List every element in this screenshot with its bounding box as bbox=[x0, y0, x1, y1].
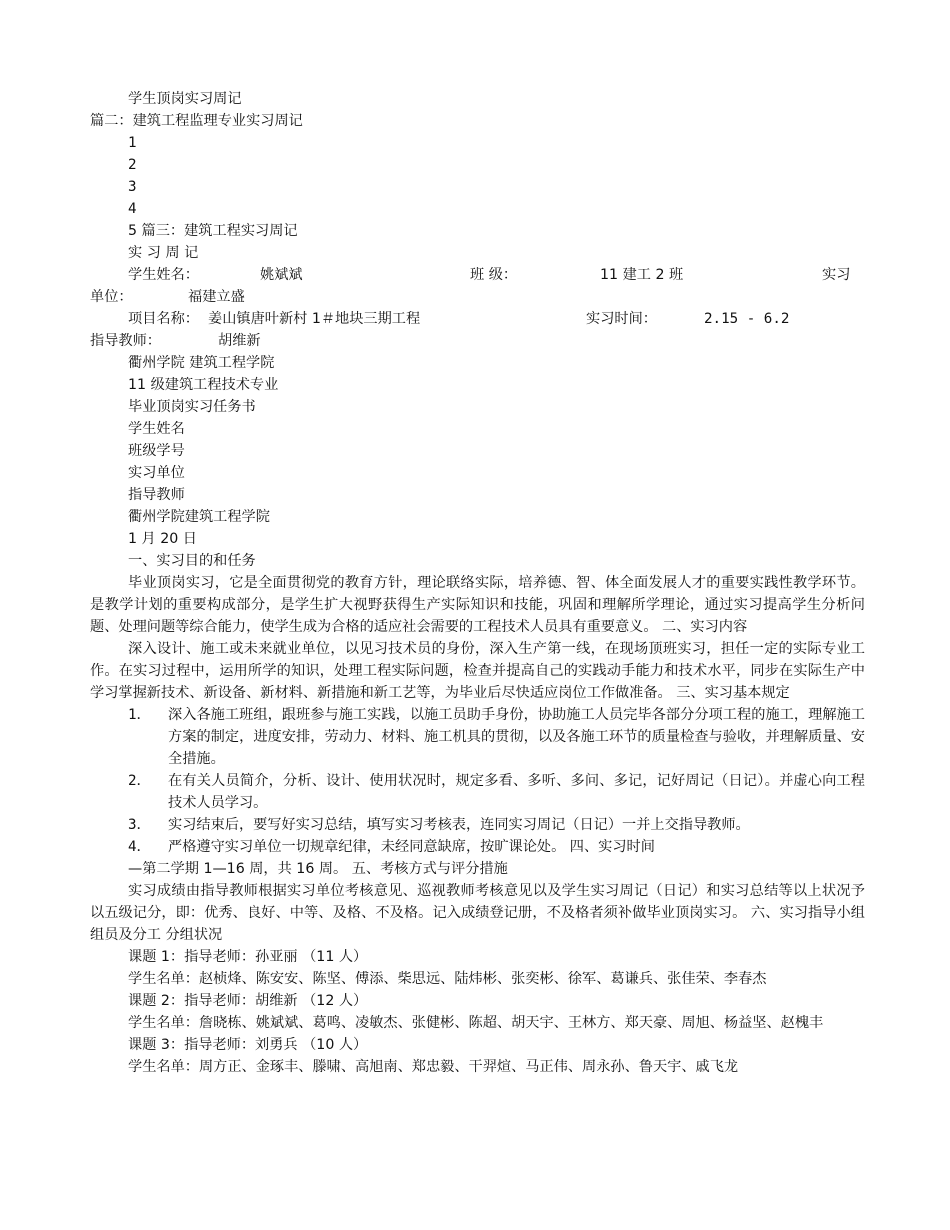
section-heading-2: 篇二：建筑工程监理专业实习周记 bbox=[90, 113, 303, 129]
list-item bbox=[90, 704, 865, 770]
group-1-title: 课题 1：指导老师：孙亚丽 （11 人） bbox=[128, 949, 368, 965]
teacher-label: 指导教师： bbox=[90, 333, 161, 349]
list-text: 在有关人员简介，分析、设计、使用状况时，规定多看、多听、多问、多记，记好周记（日记）。并虚心向工程技术人员学习。 bbox=[168, 773, 865, 811]
group-2-students: 学生名单：詹晓栋、姚斌斌、葛鸣、凌敏杰、张健彬、陈超、胡天宇、王林方、郑天豪、周旭、杨益坚、赵槐丰 bbox=[128, 1015, 824, 1031]
field-student-name: 学生姓名 bbox=[128, 421, 185, 437]
number-line: 3 bbox=[128, 179, 137, 195]
list-item bbox=[90, 770, 865, 814]
class-label: 班 级： bbox=[470, 267, 518, 283]
project-label: 项目名称： bbox=[128, 311, 199, 327]
unit-label-end: 单位： bbox=[90, 289, 133, 305]
time-label: 实习时间： bbox=[586, 311, 657, 327]
date-line: 1 月 20 日 bbox=[128, 531, 197, 547]
college-line: 衢州学院 建筑工程学院 bbox=[128, 355, 275, 371]
field-class-id: 班级学号 bbox=[128, 443, 185, 459]
list-item bbox=[90, 814, 865, 836]
field-teacher: 指导教师 bbox=[128, 487, 185, 503]
number-line: 2 bbox=[128, 157, 137, 173]
student-info-row bbox=[90, 264, 865, 286]
heading-purpose: 一、实习目的和任务 bbox=[128, 553, 256, 569]
time-value: 2.15 - 6.2 bbox=[704, 311, 790, 327]
group-1-students: 学生名单：赵桢烽、陈安安、陈坚、傅添、柴思远、陆炜彬、张奕彬、徐军、葛谦兵、张佳荣、李春杰 bbox=[128, 971, 767, 987]
teacher-value: 胡维新 bbox=[218, 333, 261, 349]
group-2-title: 课题 2：指导老师：胡维新 （12 人） bbox=[128, 993, 368, 1009]
list-item bbox=[90, 836, 865, 858]
assessment-paragraph: 实习成绩由指导教师根据实习单位考核意见、巡视教师考核意见以及学生实习周记（日记）和实习总结等以上状况予以五级记分，即：优秀、良好、中等、及格、不及格。记入成绩登记册，不及格者须补做毕业顶岗实习。 六、实习指导小组组员及分工 分组状况 bbox=[90, 883, 865, 943]
project-value: 姜山镇唐叶新村 1＃地块三期工程 bbox=[208, 311, 421, 327]
number-line: 4 bbox=[128, 201, 137, 217]
doc-title-line: 学生顶岗实习周记 bbox=[128, 91, 242, 107]
list-number: 3． bbox=[128, 817, 151, 833]
class-value: 11 建工 2 班 bbox=[600, 267, 684, 283]
college-name-line: 衢州学院建筑工程学院 bbox=[128, 509, 270, 525]
list-text: 深入各施工班组，跟班参与施工实践，以施工员助手身份，协助施工人员完毕各部分分项工程的施工，理解施工方案的制定，进度安排，劳动力、材料、施工机具的贯彻，以及各施工环节的质量检查与验收，并理解质量、安全措施。 bbox=[168, 707, 865, 767]
list-number: 4． bbox=[128, 839, 151, 855]
field-unit: 实习单位 bbox=[128, 465, 185, 481]
purpose-paragraph: 毕业顶岗实习，它是全面贯彻党的教育方针，理论联络实际，培养德、智、体全面发展人才的重要实践性教学环节。是教学计划的重要构成部分，是学生扩大视野获得生产实际知识和技能，巩固和理解所学理论，通过实习提高学生分析问题、处理问题等综合能力，使学生成为合格的适应社会需要的工程技术人员具有重要意义。 二、实习内容 bbox=[90, 575, 865, 635]
group-3-title: 课题 3：指导老师：刘勇兵 （10 人） bbox=[128, 1037, 368, 1053]
weekly-journal-title: 实 习 周 记 bbox=[128, 245, 199, 261]
list-text: 实习结束后，要写好实习总结，填写实习考核表，连同实习周记（日记）一并上交指导教师。 bbox=[168, 817, 750, 833]
taskbook-title: 毕业顶岗实习任务书 bbox=[128, 399, 256, 415]
unit-value: 福建立盛 bbox=[188, 289, 245, 305]
project-row bbox=[90, 308, 865, 330]
student-name-label: 学生姓名： bbox=[128, 267, 199, 283]
number-line: 1 bbox=[128, 135, 137, 151]
section-heading-3: 5 篇三：建筑工程实习周记 bbox=[128, 223, 298, 239]
list-text: 严格遵守实习单位一切规章纪律，未经同意缺席，按旷课论处。 四、实习时间 bbox=[168, 839, 655, 855]
document-page bbox=[90, 88, 865, 1078]
unit-row bbox=[90, 286, 865, 308]
unit-label-start: 实习 bbox=[822, 267, 851, 283]
major-line: 11 级建筑工程技术专业 bbox=[128, 377, 279, 393]
list-number: 2． bbox=[128, 773, 151, 789]
student-name-value: 姚斌斌 bbox=[260, 267, 303, 283]
list-number: 1． bbox=[128, 707, 151, 723]
time-schedule-line: —第二学期 1—16 周，共 16 周。 五、考核方式与评分措施 bbox=[128, 861, 508, 877]
teacher-row bbox=[90, 330, 865, 352]
group-3-students: 学生名单：周方正、金琢丰、滕啸、高旭南、郑忠毅、干羿煊、马正伟、周永孙、鲁天宇、戚飞龙 bbox=[128, 1059, 739, 1075]
content-paragraph: 深入设计、施工或未来就业单位，以见习技术员的身份，深入生产第一线，在现场顶班实习，担任一定的实际专业工作。在实习过程中，运用所学的知识，处理工程实际问题，检查并提高自己的实践动手能力和技术水平，同步在实际生产中学习掌握新技术、新设备、新材料、新措施和新工艺等，为毕业后尽快适应岗位工作做准备。 三、实习基本规定 bbox=[90, 641, 865, 701]
